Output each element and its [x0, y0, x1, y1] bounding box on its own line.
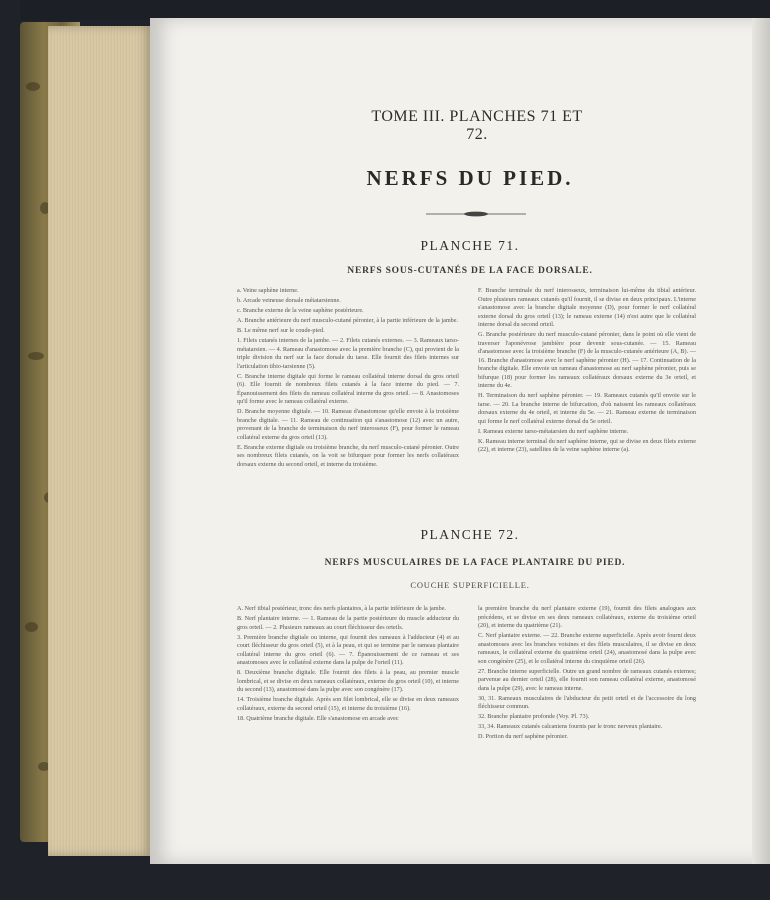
legend-entry: c. Branche externe de la veine saphène postérieure. [237, 307, 364, 314]
legend-entry: I. Rameau externe tarso-métatarsien du nerf saphène interne. [478, 427, 629, 435]
legend-entry: G. Branche postérieure du nerf musculo-cutané péronier, dans le point où elle vient de traverser l'aponévrose jambière pour devenir sous-cutanée. — 15. Rameau d'anastomose avec la troisième branche (F) de la musculo-cutanée antérieure (A, B). — 16. Branche d'anastomose avec le nerf saphène péronier (H). — 17. Continuation de la branche digitale. Elle envoie un rameau d'anastomose au nerf saphène péronier, puis se bifurque (18) pour former les rameaux collatéraux dorsaux externe du 3e orteil, et interne du 4e. [478, 331, 696, 389]
plate-71-left-column [237, 287, 459, 471]
plate-72-title: PLANCHE 72. [420, 527, 520, 542]
plate-71-subtitle: NERFS SOUS-CUTANÉS DE LA FACE DORSALE. [347, 266, 593, 276]
scanner-background [20, 0, 770, 20]
legend-entry: 18. Quatrième branche digitale. Elle s'anastomose en arcade avec [237, 714, 399, 722]
legend-entry: H. Terminaison du nerf saphène péronier. — 19. Rameaux cutanés qu'il envoie sur le tarse. — 20. La branche interne de bifurcation, d'où naissent les rameaux collatéraux dorsaux externe du 4e orteil, et interne du 5e. — 21. Rameau externe de terminaison qui forme le nerf collatéral externe dorsal du 5e orteil. [478, 392, 696, 425]
plate-72-layer: COUCHE SUPERFICIELLE. [410, 580, 530, 590]
legend-entry: E. Branche externe digitale ou troisième branche, du nerf musculo-cutané péronier. Outre ses nombreux filets cutanés, on la voit se bifurquer pour former les nerfs collatéraux dorsaux externe du second orteil, et interne du troisième. [237, 443, 459, 468]
legend-entry: B. Le même nerf sur le coude-pied. [237, 327, 325, 334]
legend-entry: 30, 31. Rameaux musculaires de l'abducteur du petit orteil et de l'accessoire du long fléchisseur commun. [478, 694, 696, 710]
legend-entry: 27. Branche interne superficielle. Outre un grand nombre de rameaux cutanés externes; parvenue au dernier orteil (28), elle fournit son rameau collatéral externe, anastomosé dans la pulpe (29), avec le rameau interne. [478, 667, 696, 692]
legend-entry: 3. Première branche digitale ou interne, qui fournit des rameaux à l'adducteur (4) et au court fléchisseur du gros orteil (5), et à la peau, et qui se termine par le rameau plantaire collatéral interne du gros orteil (6). — 7. Épanouissement de ce rameau et ses anastomoses avec le collatéral externe dans la pulpe de l'orteil (11). [237, 633, 459, 666]
legend-entry: b. Arcade veineuse dorsale métatarsienne. [237, 297, 341, 304]
legend-entry: K. Rameau interne terminal du nerf saphène interne, qui se divise en deux filets externe (22), et interne (23), satellites de la veine saphène interne (a). [478, 437, 696, 453]
plate-72-right-column [478, 605, 696, 743]
legend-entry: F. Branche terminale du nerf interosseux, terminaison lui-même du tibial antérieur. Outre plusieurs rameaux cutanés qu'il fournit, il se divise en deux principaux. L'interne s'anastomose avec la branche digitale moyenne (D), pour former le nerf collatéral externe dorsal du gros orteil (13); le rameau externe (14) n'est autre que le collatéral interne dorsal du second orteil. [478, 287, 696, 328]
plate-71-title: PLANCHE 71. [420, 238, 520, 253]
plate-72-left-column [237, 605, 459, 725]
legend-entry: 32. Branche plantaire profonde (Voy. Pl. 73). [478, 713, 590, 720]
legend-entry: C. Branche interne digitale qui forme le rameau collatéral interne dorsal du gros orteil (6). Elle fournit de nombreux filets cutanés à la face interne du pied. — 7. Épanouissement des filets du rameau collatéral interne du gros orteil. — 8. Anastomoses qu'il forme avec le rameau collatéral externe. [237, 372, 459, 405]
legend-entry: A. Branche antérieure du nerf musculo-cutané péronier, à la partie inférieure de la jambe. [237, 317, 459, 324]
divider-ornament [426, 211, 526, 217]
legend-entry: a. Veine saphène interne. [237, 287, 299, 294]
legend-entry: B. Nerf plantaire interne. — 1. Rameau de la partie postérieure du muscle adducteur du gros orteil. — 2. Plusieurs rameaux au court fléchisseur des orteils. [237, 615, 459, 631]
legend-entry: la première branche du nerf plantaire externe (19), fournit des filets analogues aux précédens, et se divise en ses deux rameaux collatéraux, externe du troisième orteil (20), et interne du quatrième (21). [478, 605, 696, 629]
legend-entry: D. Branche moyenne digitale. — 10. Rameau d'anastomose qu'elle envoie à la troisième branche digitale. — 11. Rameau de continuation qui s'anastomose (12) avec un autre, provenant de la branche de terminaison du nerf interosseux (F), pour former le rameau collatéral externe du gros orteil (13). [237, 408, 459, 441]
legend-entry: 14. Troisième branche digitale. Après son filet lombrical, elle se divise en deux rameaux collatéraux, externe du second orteil (15), et interne du troisième (16). [237, 696, 459, 712]
legend-entry: A. Nerf tibial postérieur, tronc des nerfs plantaires, à la partie inférieure de la jambe. [237, 605, 447, 612]
legend-entry: C. Nerf plantaire externe. — 22. Branche externe superficielle. Après avoir fourni deux anastomoses avec les branches voisines et des filets musculaires, il se divise en deux rameaux, le collatéral externe du quatrième orteil (24), anastomosé dans la pulpe avec son congénère (25), et le collatéral interne du cinquième orteil (26). [478, 632, 696, 665]
legend-entry: 8. Deuxième branche digitale. Elle fournit des filets à la peau, au premier muscle lombrical, et se divise en deux rameaux collatéraux, externe du gros orteil (10), et interne du second (13), anastomosé dans la pulpe avec son congénère (17). [237, 669, 459, 693]
page-edges [48, 26, 152, 856]
legend-entry: D. Portion du nerf saphène péronier. [478, 733, 568, 740]
plate-71-right-column [478, 287, 696, 456]
plate-72-subtitle: NERFS MUSCULAIRES DE LA FACE PLANTAIRE DU PIED. [324, 558, 626, 568]
facing-page-edge [752, 18, 770, 864]
legend-entry: 33, 34. Rameaux cutanés calcaniens fournis par le tronc nerveux plantaire. [478, 723, 663, 730]
volume-heading: TOME III. PLANCHES 71 ET 72. [371, 108, 583, 143]
legend-entry: 1. Filets cutanés internes de la jambe. — 2. Filets cutanés externes. — 3. Rameaux tarso-métatarsien. — 4. Rameau d'anastomose avec la première branche (C), qui provient de la triple division du nerf sur la face dorsale du tarse. Elle fournit des filets internes sur l'articulation tibio-tarsienne (5). [237, 337, 459, 370]
page-title: NERFS DU PIED. [366, 166, 574, 190]
